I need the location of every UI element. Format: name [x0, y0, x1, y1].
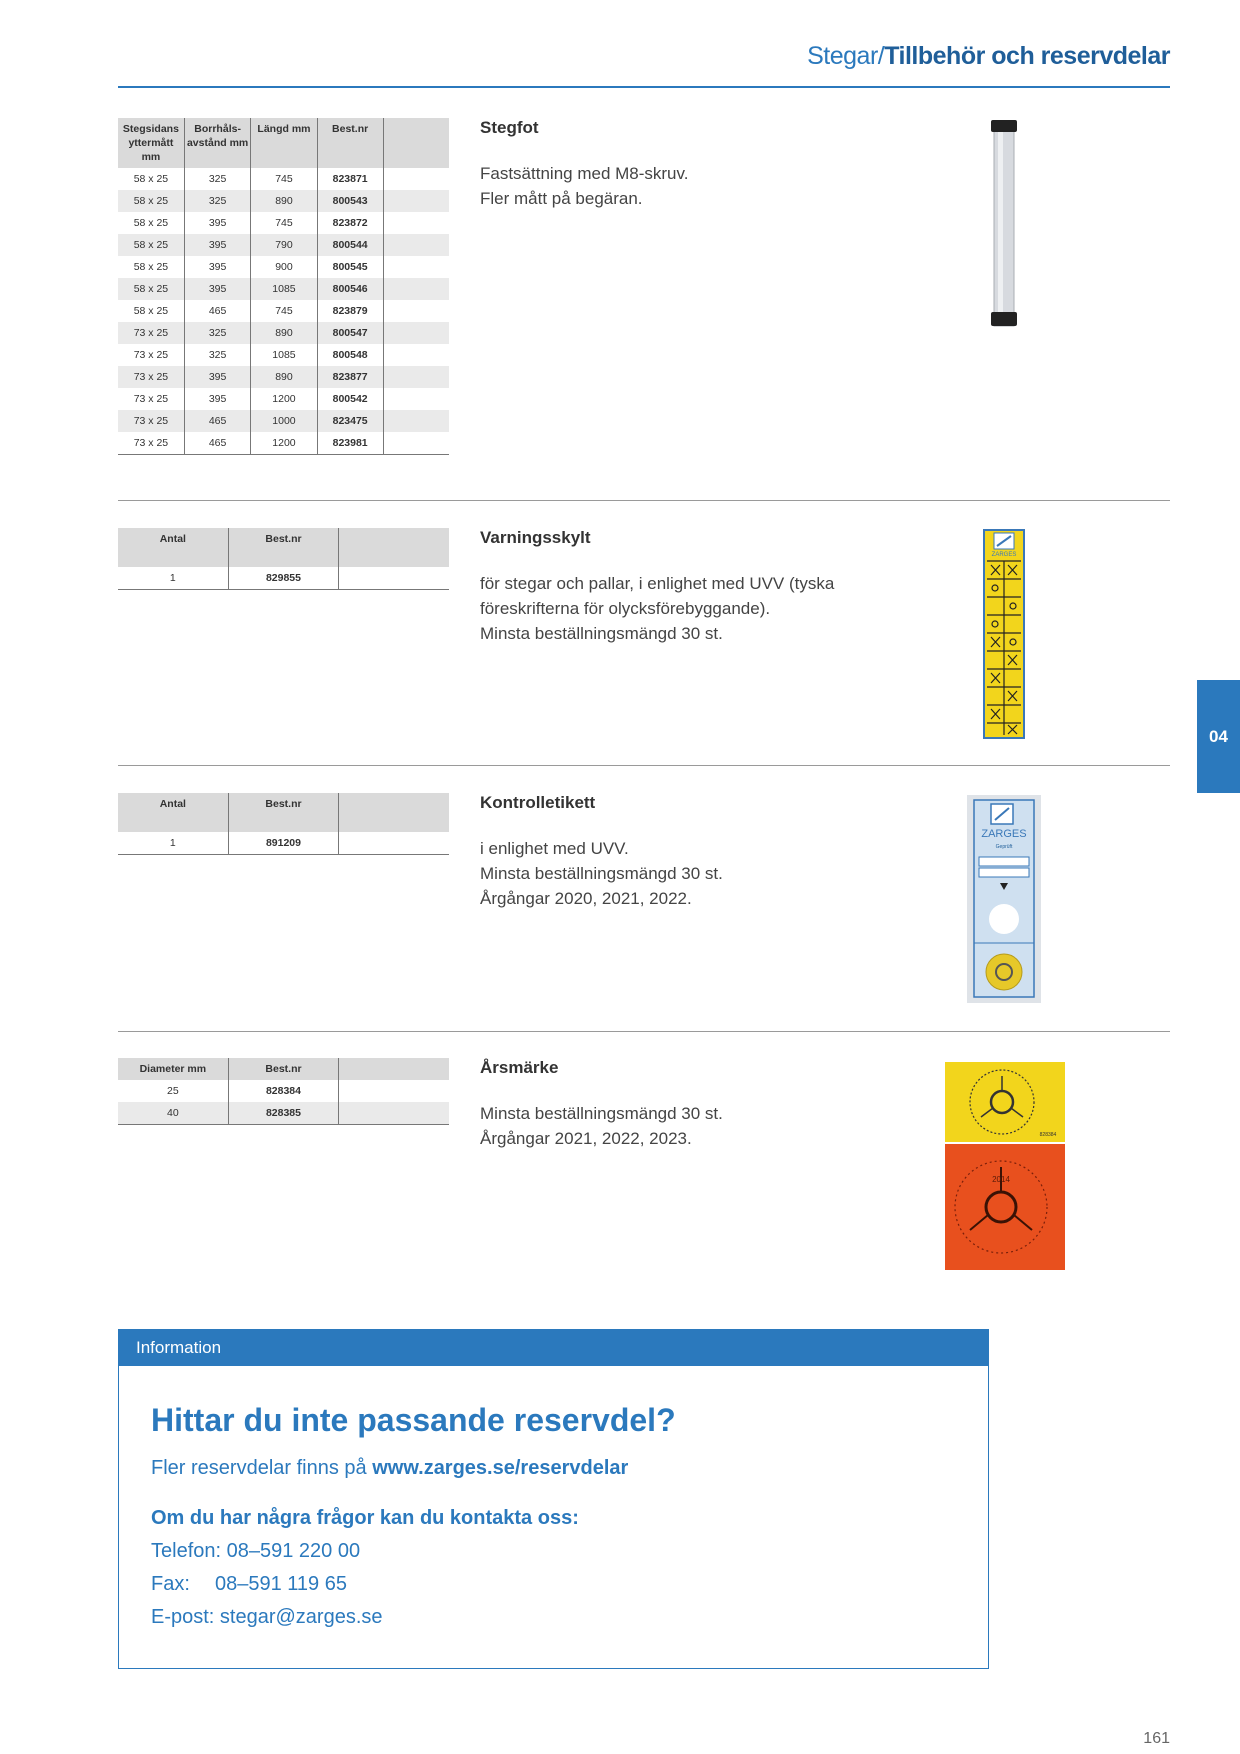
- label-brand-text: ZARGES: [981, 828, 1027, 840]
- information-title: Hittar du inte passande reservdel?: [151, 1402, 676, 1438]
- product-title-varningsskylt: Varningsskylt: [480, 528, 591, 547]
- contact-heading: Om du har några frågor kan du kontakta oss:: [151, 1507, 579, 1529]
- table-cell-empty: [383, 366, 449, 388]
- table-cell-empty: [383, 300, 449, 322]
- table-cell-empty: [339, 832, 449, 855]
- table-cell: 823871: [317, 168, 383, 190]
- table-cell-empty: [383, 344, 449, 366]
- table-cell: 800543: [317, 190, 383, 212]
- table-cell: 73 x 25: [118, 322, 184, 344]
- varningsskylt-table: [118, 528, 449, 590]
- table-cell-empty: [339, 1102, 449, 1125]
- table-header-empty: [339, 528, 449, 567]
- table-cell: 73 x 25: [118, 344, 184, 366]
- table-cell-empty: [383, 388, 449, 410]
- table-cell: 325: [184, 344, 251, 366]
- table-header-empty: [339, 793, 449, 832]
- table-row: [118, 256, 449, 278]
- table-cell: 325: [184, 322, 251, 344]
- table-cell: 1085: [251, 278, 317, 300]
- more-parts-line: Fler reservdelar finns på www.zarges.se/reservdelar: [151, 1457, 629, 1479]
- table-cell: 823877: [317, 366, 383, 388]
- table-cell-empty: [339, 567, 449, 590]
- table-cell: 395: [184, 234, 251, 256]
- table-header: Antal: [118, 528, 228, 567]
- product-desc-varningsskylt: för stegar och pallar, i enlighet med UVV (tyska föreskrifterna för olycksförebyggande). Minsta beställningsmängd 30 st.: [480, 574, 835, 643]
- table-cell: 58 x 25: [118, 234, 184, 256]
- product-title-stegfot: Stegfot: [480, 118, 539, 137]
- product-desc-stegfot: Fastsättning med M8-skruv. Fler mått på begäran.: [480, 164, 689, 208]
- chapter-tab[interactable]: 04: [1197, 680, 1240, 793]
- table-cell: 73 x 25: [118, 410, 184, 432]
- table-header: Längd mm: [251, 118, 317, 168]
- table-cell: 58 x 25: [118, 278, 184, 300]
- table-cell: 828385: [228, 1102, 339, 1125]
- table-header: Diameter mm: [118, 1058, 228, 1080]
- table-cell: 891209: [228, 832, 339, 855]
- table-row: [118, 322, 449, 344]
- table-cell: 790: [251, 234, 317, 256]
- table-cell: 823872: [317, 212, 383, 234]
- table-cell: 73 x 25: [118, 388, 184, 410]
- table-header: Antal: [118, 793, 228, 832]
- table-row: [118, 366, 449, 388]
- table-cell: 828384: [228, 1080, 339, 1102]
- table-cell: 395: [184, 256, 251, 278]
- table-cell: 73 x 25: [118, 366, 184, 388]
- information-label: Information: [119, 1330, 988, 1366]
- header-subcategory: Tillbehör och reservdelar: [884, 42, 1170, 70]
- email-link[interactable]: stegar@zarges.se: [219, 1606, 383, 1628]
- table-cell: 800544: [317, 234, 383, 256]
- phone-number[interactable]: 08–591 220 00: [226, 1540, 361, 1562]
- table-cell-empty: [383, 432, 449, 455]
- table-cell: 465: [184, 410, 251, 432]
- table-header: Stegsidans yttermått mm: [118, 118, 184, 168]
- table-cell-empty: [383, 234, 449, 256]
- fax-number: 08–591 119 65: [215, 1573, 347, 1595]
- table-row: [118, 344, 449, 366]
- table-cell: 58 x 25: [118, 168, 184, 190]
- table-cell: 745: [251, 300, 317, 322]
- information-box: [118, 1329, 989, 1669]
- table-cell: 1: [118, 567, 228, 590]
- table-row: [118, 388, 449, 410]
- table-header: Best.nr: [228, 528, 339, 567]
- table-header: Best.nr: [317, 118, 383, 168]
- table-row: [118, 168, 449, 190]
- section-divider: [118, 1031, 1170, 1032]
- table-cell: 823981: [317, 432, 383, 455]
- table-header: Best.nr: [228, 1058, 339, 1080]
- table-cell: 395: [184, 212, 251, 234]
- table-cell: 890: [251, 322, 317, 344]
- table-cell: 745: [251, 212, 317, 234]
- label-check-text: Geprüft: [995, 844, 1013, 850]
- table-cell: 325: [184, 168, 251, 190]
- inspection-label-image: [967, 795, 1041, 1003]
- kontrolletikett-table: [118, 793, 449, 855]
- table-cell: 395: [184, 388, 251, 410]
- table-row: [118, 300, 449, 322]
- table-cell: 58 x 25: [118, 256, 184, 278]
- table-cell: 395: [184, 366, 251, 388]
- reservdelar-link[interactable]: www.zarges.se/reservdelar: [372, 1457, 629, 1479]
- table-cell-empty: [383, 278, 449, 300]
- table-cell: 1: [118, 832, 228, 855]
- table-cell: 800547: [317, 322, 383, 344]
- table-row: [118, 278, 449, 300]
- table-cell: 465: [184, 300, 251, 322]
- table-cell: 465: [184, 432, 251, 455]
- table-cell: 58 x 25: [118, 190, 184, 212]
- table-cell: 800545: [317, 256, 383, 278]
- product-desc-arsmarke: Minsta beställningsmängd 30 st. Årgångar 2021, 2022, 2023.: [480, 1104, 723, 1148]
- table-cell: 73 x 25: [118, 432, 184, 455]
- sign-brand-text: ZARGES: [991, 552, 1017, 558]
- table-header: Borrhåls-avstånd mm: [184, 118, 251, 168]
- table-row: [118, 410, 449, 432]
- fax-line: Fax: 08–591 119 65: [151, 1573, 347, 1595]
- table-row: [118, 432, 449, 455]
- header-category: Stegar/: [807, 42, 885, 70]
- ladder-foot-image: [985, 118, 1025, 330]
- table-cell: 829855: [228, 567, 339, 590]
- section-divider: [118, 765, 1170, 766]
- table-cell: 1000: [251, 410, 317, 432]
- table-cell-empty: [383, 410, 449, 432]
- table-cell-empty: [383, 322, 449, 344]
- table-cell: 745: [251, 168, 317, 190]
- header-rule: [118, 86, 1170, 88]
- table-cell: 25: [118, 1080, 228, 1102]
- table-cell: 1200: [251, 432, 317, 455]
- table-cell: 800542: [317, 388, 383, 410]
- table-row: [118, 190, 449, 212]
- product-title-kontrolletikett: Kontrolletikett: [480, 793, 596, 812]
- email-line: E-post: stegar@zarges.se: [151, 1606, 383, 1628]
- table-cell: 800546: [317, 278, 383, 300]
- table-row: [118, 212, 449, 234]
- page-header: [807, 42, 1170, 71]
- product-desc-kontrolletikett: i enlighet med UVV. Minsta beställningsmängd 30 st. Årgångar 2020, 2021, 2022.: [480, 839, 723, 908]
- table-cell: 40: [118, 1102, 228, 1125]
- table-cell: 325: [184, 190, 251, 212]
- year-sticker-image: [945, 1062, 1065, 1270]
- sticker-code-text: 828384: [1039, 1132, 1057, 1138]
- warning-sign-image: [983, 529, 1025, 739]
- table-cell-empty: [383, 256, 449, 278]
- table-header: Best.nr: [228, 793, 339, 832]
- sticker-year-text: 2014: [992, 1175, 1010, 1184]
- page-number: 161: [1143, 1730, 1170, 1747]
- table-cell-empty: [383, 190, 449, 212]
- table-cell: 823879: [317, 300, 383, 322]
- table-cell: 900: [251, 256, 317, 278]
- stegfot-table: [118, 118, 449, 455]
- table-cell: 890: [251, 190, 317, 212]
- phone-line: Telefon: 08–591 220 00: [151, 1540, 361, 1562]
- table-cell-empty: [339, 1080, 449, 1102]
- product-title-arsmarke: Årsmärke: [480, 1058, 559, 1077]
- table-cell: 1200: [251, 388, 317, 410]
- table-row: [118, 234, 449, 256]
- table-cell: 58 x 25: [118, 212, 184, 234]
- table-cell: 800548: [317, 344, 383, 366]
- table-cell: 395: [184, 278, 251, 300]
- table-cell: 1085: [251, 344, 317, 366]
- section-divider: [118, 500, 1170, 501]
- table-cell-empty: [383, 168, 449, 190]
- table-header-empty: [383, 118, 449, 168]
- table-cell: 58 x 25: [118, 300, 184, 322]
- table-cell: 823475: [317, 410, 383, 432]
- table-cell: 890: [251, 366, 317, 388]
- table-cell-empty: [383, 212, 449, 234]
- table-header-empty: [339, 1058, 449, 1080]
- arsmarke-table: [118, 1058, 449, 1125]
